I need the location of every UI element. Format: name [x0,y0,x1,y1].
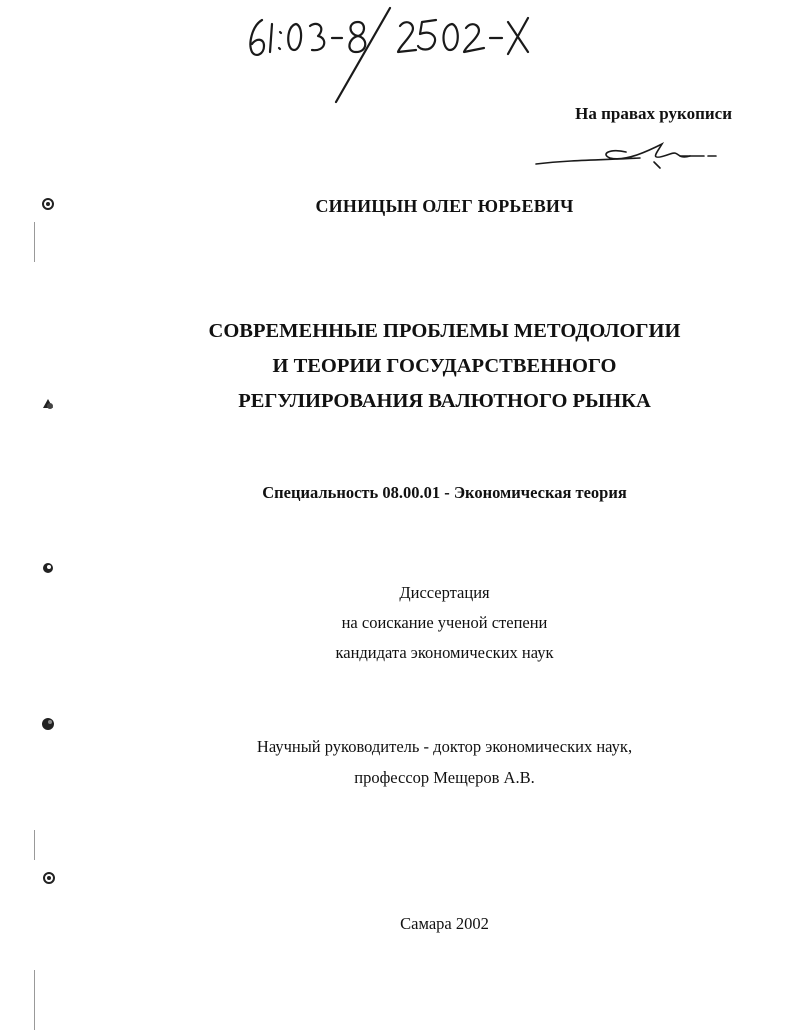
supervisor-block [0,731,799,793]
rights-notice: На правах рукописи [575,104,732,123]
margin-scan-line [34,222,35,262]
margin-scan-line [34,970,35,1030]
degree-block [0,578,799,668]
degree-line-2: на соискание ученой степени [341,613,548,632]
binding-hole-icon [40,560,56,576]
binding-hole-icon [40,870,56,886]
supervisor-line-1: Научный руководитель - доктор экономических наук, [256,737,633,756]
title-line-2: И ТЕОРИИ ГОСУДАРСТВЕННОГО [272,355,617,377]
binding-hole-icon [40,196,56,212]
dissertation-title [0,314,799,419]
supervisor-line-2: профессор Мещеров А.В. [354,768,535,787]
handwritten-archive-code [240,0,540,110]
margin-scan-line [34,830,35,860]
binding-hole-icon [40,396,56,412]
author-name: СИНИЦЫН ОЛЕГ ЮРЬЕВИЧ [315,196,574,216]
binding-hole-icon [40,716,56,732]
degree-line-1: Диссертация [399,583,490,602]
specialty: Специальность 08.00.01 - Экономическая теория [262,483,627,502]
city-year: Самара 2002 [400,914,489,933]
signature [530,132,720,174]
title-line-1: СОВРЕМЕННЫЕ ПРОБЛЕМЫ МЕТОДОЛОГИИ [208,320,681,342]
degree-line-3: кандидата экономических наук [335,643,554,662]
title-line-3: РЕГУЛИРОВАНИЯ ВАЛЮТНОГО РЫНКА [238,390,651,412]
